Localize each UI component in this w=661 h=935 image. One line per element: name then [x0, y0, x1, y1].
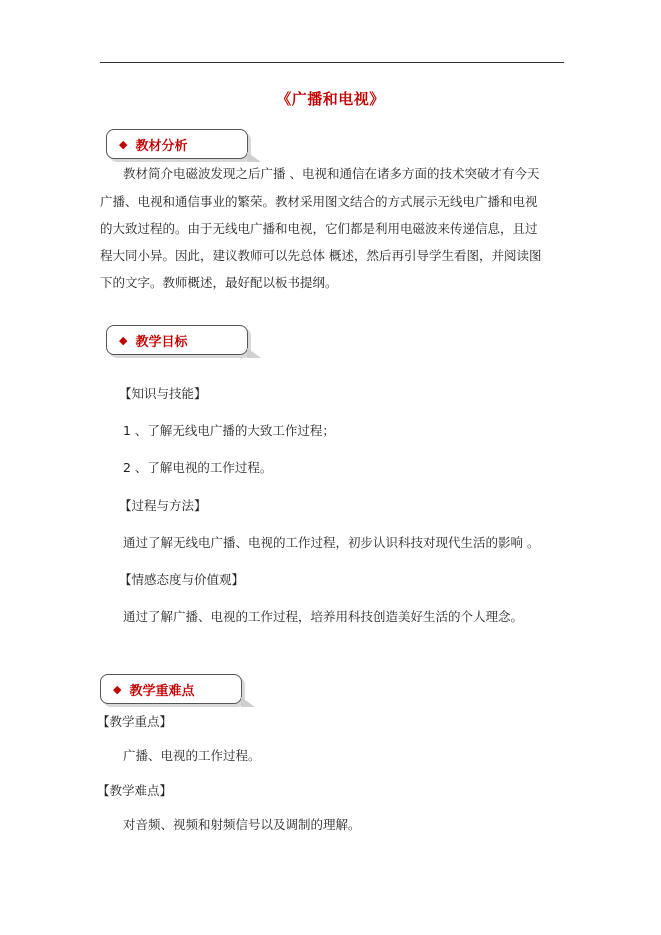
- section-label: 教学重难点: [129, 683, 195, 699]
- header-rule: [100, 62, 564, 63]
- diamond-bullet-icon: ◆: [119, 137, 128, 151]
- knowledge-item-1: 1 、了解无线电广播的大致工作过程；: [123, 423, 335, 438]
- analysis-line: 的大致过程的。由于无线电广播和电视，它们都是利用电磁波来传递信息，且过: [100, 221, 538, 236]
- focus-text: 广播、电视的工作过程。: [123, 748, 261, 763]
- analysis-line: 程大同小异。因此，建议教师可以先总体 概述，然后再引导学生看图，并阅读图: [100, 248, 542, 263]
- emotion-text: 通过了解广播、电视的工作过程，培养用科技创造美好生活的个人理念。: [123, 609, 524, 624]
- analysis-line: 下的文字。教师概述，最好配以板书提纲。: [100, 275, 338, 290]
- section-tag-key-points: [100, 674, 242, 704]
- focus-heading: 【教学重点】: [97, 714, 173, 729]
- section-label: 教材分析: [135, 138, 188, 154]
- document-title: 《广播和电视》: [276, 90, 385, 108]
- tag-fold-decoration: [247, 152, 261, 162]
- diamond-bullet-icon: ◆: [119, 333, 128, 347]
- analysis-line: 广播、电视和通信事业的繁荣。教材采用图文结合的方式展示无线电广播和电视: [100, 194, 538, 209]
- diamond-bullet-icon: ◆: [113, 682, 122, 696]
- difficulty-text: 对音频、视频和射频信号以及调制的理解。: [123, 817, 361, 832]
- tag-fold-decoration: [247, 348, 261, 358]
- process-text: 通过了解无线电广播、电视的工作过程，初步认识科技对现代生活的影响 。: [123, 535, 540, 550]
- knowledge-item-2: 2 、了解电视的工作过程。: [123, 460, 273, 475]
- section-tag-analysis: [106, 129, 248, 159]
- knowledge-heading: 【知识与技能】: [119, 386, 207, 401]
- analysis-line: 教材简介电磁波发现之后广播 、电视和通信在诸多方面的技术突破才有今天: [123, 166, 540, 181]
- process-heading: 【过程与方法】: [119, 498, 207, 513]
- difficulty-heading: 【教学难点】: [97, 783, 173, 798]
- section-label: 教学目标: [135, 334, 188, 350]
- tag-fold-decoration: [241, 697, 255, 707]
- section-tag-objectives: [106, 325, 248, 355]
- emotion-heading: 【情感态度与价值观】: [119, 572, 245, 587]
